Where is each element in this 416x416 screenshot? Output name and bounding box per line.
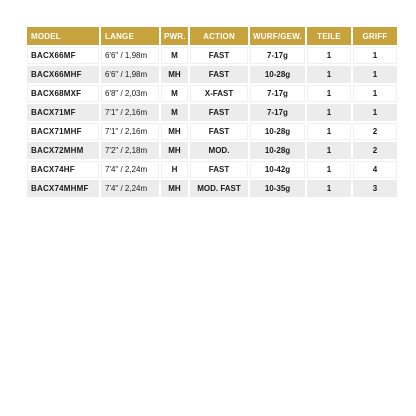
cell-model: BACX68MXF [27,85,99,102]
cell-action: X-FAST [190,85,248,102]
cell-lange: 6'6" / 1,98m [101,47,159,64]
table-row [27,180,397,197]
cell-power: H [161,161,188,178]
cell-teile: 1 [307,66,351,83]
table-body [27,47,397,197]
header-power: PWR. [161,27,188,45]
spec-table-container [25,25,393,199]
cell-model: BACX66MHF [27,66,99,83]
header-model: MODEL [27,27,99,45]
cell-wurf-gew: 10-28g [250,123,305,140]
header-griff: GRIFF [353,27,397,45]
cell-wurf-gew: 10-42g [250,161,305,178]
cell-action: FAST [190,161,248,178]
cell-teile: 1 [307,47,351,64]
cell-action: FAST [190,104,248,121]
cell-model: BACX71MF [27,104,99,121]
cell-power: M [161,85,188,102]
rod-spec-table [25,25,399,199]
cell-model: BACX66MF [27,47,99,64]
cell-griff: 1 [353,85,397,102]
cell-wurf-gew: 10-28g [250,66,305,83]
cell-griff: 2 [353,123,397,140]
cell-griff: 3 [353,180,397,197]
cell-model: BACX74MHMF [27,180,99,197]
cell-model: BACX71MHF [27,123,99,140]
cell-lange: 7'1" / 2,16m [101,123,159,140]
cell-lange: 7'4" / 2,24m [101,180,159,197]
cell-wurf-gew: 10-28g [250,142,305,159]
cell-action: FAST [190,66,248,83]
table-row [27,142,397,159]
cell-teile: 1 [307,180,351,197]
cell-lange: 7'1" / 2,16m [101,104,159,121]
cell-action: FAST [190,47,248,64]
table-row [27,85,397,102]
header-wurf-gew: WURF/GEW. [250,27,305,45]
table-header-row [27,27,397,45]
cell-action: FAST [190,123,248,140]
cell-griff: 1 [353,104,397,121]
cell-griff: 1 [353,47,397,64]
table-row [27,104,397,121]
cell-lange: 6'6" / 1,98m [101,66,159,83]
cell-power: MH [161,123,188,140]
table-row [27,47,397,64]
cell-action: MOD. FAST [190,180,248,197]
cell-power: M [161,47,188,64]
table-row [27,161,397,178]
cell-teile: 1 [307,142,351,159]
header-action: ACTION [190,27,248,45]
table-row [27,123,397,140]
cell-teile: 1 [307,85,351,102]
cell-lange: 7'2" / 2,18m [101,142,159,159]
cell-power: MH [161,180,188,197]
cell-wurf-gew: 7-17g [250,85,305,102]
cell-power: MH [161,66,188,83]
cell-power: MH [161,142,188,159]
table-row [27,66,397,83]
cell-wurf-gew: 7-17g [250,47,305,64]
cell-griff: 1 [353,66,397,83]
header-teile: TEILE [307,27,351,45]
cell-teile: 1 [307,123,351,140]
cell-teile: 1 [307,104,351,121]
cell-griff: 4 [353,161,397,178]
cell-griff: 2 [353,142,397,159]
cell-model: BACX72MHM [27,142,99,159]
cell-teile: 1 [307,161,351,178]
cell-wurf-gew: 10-35g [250,180,305,197]
header-lange: LANGE [101,27,159,45]
cell-lange: 6'8" / 2,03m [101,85,159,102]
cell-model: BACX74HF [27,161,99,178]
cell-power: M [161,104,188,121]
cell-action: MOD. [190,142,248,159]
cell-wurf-gew: 7-17g [250,104,305,121]
cell-lange: 7'4" / 2,24m [101,161,159,178]
